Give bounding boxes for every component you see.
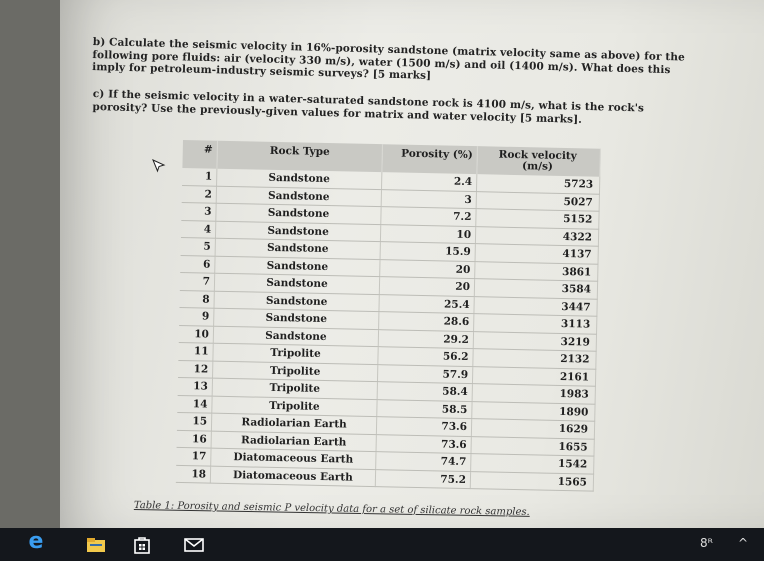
row-velocity: 4137 xyxy=(475,244,598,264)
question-c: c) If the seismic velocity in a water-saturated sandstone rock is 4100 m/s, what is the rock's porosity? Use the previously-given values for matrix and water velocity [5 marks]. xyxy=(92,88,645,126)
row-rock-type: Diatomaceous Earth xyxy=(210,466,375,487)
row-velocity: 3113 xyxy=(474,314,597,334)
header-rock-type: Rock Type xyxy=(217,141,383,172)
row-rock-type: Sandstone xyxy=(215,256,380,277)
header-number: # xyxy=(182,140,217,169)
row-velocity: 4322 xyxy=(475,226,598,246)
question-b: b) Calculate the seismic velocity in 16%-porosity sandstone (matrix velocity same as above) for the following pore fluids: air (velocity 330 m/s), water (1500 m/s) and oil (1400 m/s). What does this imply for petroleum-industry seismic surveys? [5 marks] xyxy=(92,36,685,82)
row-velocity: 1890 xyxy=(472,401,595,421)
row-velocity: 5723 xyxy=(476,174,599,194)
row-number: 6 xyxy=(180,255,215,273)
row-porosity: 58.4 xyxy=(377,382,472,401)
row-porosity: 28.6 xyxy=(379,312,474,331)
row-rock-type: Sandstone xyxy=(215,238,380,259)
row-velocity: 1542 xyxy=(471,454,594,474)
row-velocity: 1983 xyxy=(472,384,595,404)
row-number: 16 xyxy=(177,430,212,448)
header-rock-velocity: Rock velocity (m/s) xyxy=(477,146,601,177)
row-rock-type: Radiolarian Earth xyxy=(211,431,376,452)
row-velocity: 1565 xyxy=(470,471,593,491)
row-rock-type: Sandstone xyxy=(214,308,379,329)
row-porosity: 3 xyxy=(381,189,476,208)
row-velocity: 5152 xyxy=(476,209,599,229)
row-number: 1 xyxy=(182,168,217,186)
row-number: 9 xyxy=(179,307,214,325)
row-porosity: 7.2 xyxy=(381,207,476,226)
row-porosity: 20 xyxy=(379,277,474,296)
row-number: 8 xyxy=(179,290,214,308)
row-velocity: 3219 xyxy=(473,331,596,351)
mail-icon[interactable] xyxy=(183,535,205,555)
row-velocity: 5027 xyxy=(476,191,599,211)
store-icon[interactable] xyxy=(131,535,153,555)
row-rock-type: Tripolite xyxy=(212,396,377,417)
row-rock-type: Sandstone xyxy=(214,273,379,294)
row-velocity: 3584 xyxy=(474,279,597,299)
edge-icon[interactable]: e xyxy=(28,528,44,554)
row-velocity: 3861 xyxy=(475,261,598,281)
row-number: 3 xyxy=(181,202,216,220)
row-number: 13 xyxy=(178,377,213,395)
row-porosity: 15.9 xyxy=(380,242,475,261)
row-rock-type: Diatomaceous Earth xyxy=(211,448,376,469)
row-rock-type: Sandstone xyxy=(216,186,381,207)
row-number: 11 xyxy=(178,342,213,360)
row-number: 18 xyxy=(176,465,211,483)
row-number: 15 xyxy=(177,412,212,430)
row-porosity: 57.9 xyxy=(377,364,472,383)
row-rock-type: Sandstone xyxy=(216,203,381,224)
row-number: 12 xyxy=(178,360,213,378)
table-caption: Table 1: Porosity and seismic P velocity data for a set of silicate rock samples. xyxy=(133,500,530,518)
row-porosity: 2.4 xyxy=(382,172,477,191)
row-porosity: 29.2 xyxy=(378,329,473,348)
row-number: 14 xyxy=(177,395,212,413)
row-porosity: 10 xyxy=(380,224,475,243)
row-number: 10 xyxy=(179,325,214,343)
header-porosity: Porosity (%) xyxy=(382,144,478,174)
row-porosity: 58.5 xyxy=(377,399,472,418)
row-number: 17 xyxy=(176,447,211,465)
chevron-up-icon[interactable]: ^ xyxy=(738,536,749,550)
row-porosity: 56.2 xyxy=(378,347,473,366)
row-rock-type: Sandstone xyxy=(217,169,382,189)
row-rock-type: Tripolite xyxy=(212,378,377,399)
row-number: 2 xyxy=(182,185,217,203)
row-number: 4 xyxy=(181,220,216,238)
row-rock-type: Tripolite xyxy=(213,343,378,364)
row-porosity: 73.6 xyxy=(376,434,471,453)
file-explorer-icon[interactable] xyxy=(85,535,107,555)
people-icon[interactable]: 8ᴿ xyxy=(700,536,713,550)
row-porosity: 20 xyxy=(380,259,475,278)
row-porosity: 73.6 xyxy=(376,417,471,436)
mouse-pointer-icon xyxy=(152,159,166,173)
row-rock-type: Radiolarian Earth xyxy=(211,413,376,434)
row-velocity: 2161 xyxy=(472,366,595,386)
row-rock-type: Sandstone xyxy=(213,326,378,347)
row-porosity: 74.7 xyxy=(376,452,471,471)
row-rock-type: Tripolite xyxy=(213,361,378,382)
row-velocity: 1655 xyxy=(471,436,594,456)
row-number: 5 xyxy=(181,237,216,255)
row-porosity: 75.2 xyxy=(375,469,470,488)
row-rock-type: Sandstone xyxy=(215,221,380,242)
row-porosity: 25.4 xyxy=(379,294,474,313)
row-velocity: 1629 xyxy=(471,419,594,439)
row-rock-type: Sandstone xyxy=(214,291,379,312)
rock-data-table xyxy=(176,140,601,492)
taskbar xyxy=(0,528,764,561)
row-number: 7 xyxy=(180,272,215,290)
row-velocity: 2132 xyxy=(473,349,596,369)
row-velocity: 3447 xyxy=(474,296,597,316)
